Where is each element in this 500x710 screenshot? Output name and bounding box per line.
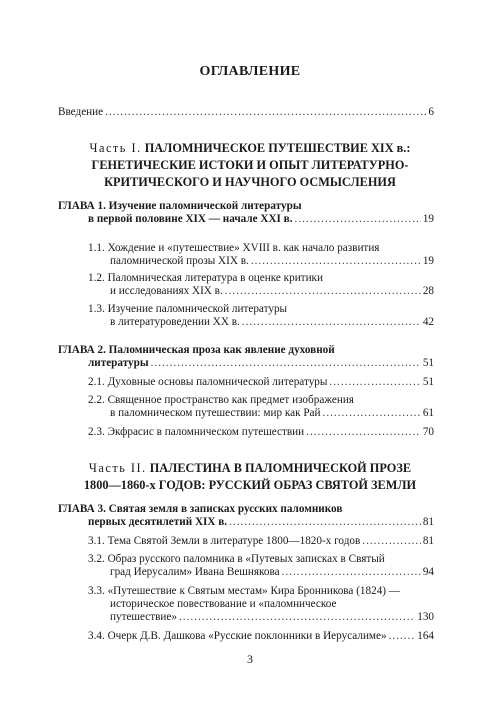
part-title-line: ПАЛОМНИЧЕСКОЕ ПУТЕШЕСТВИЕ XIX в.: [144, 141, 411, 155]
entry-page: 164 [417, 630, 434, 642]
leader-dots [306, 426, 421, 439]
entry-page: 94 [422, 566, 434, 578]
toc-section-1-3 [88, 303, 434, 329]
part-prefix: Часть I. [89, 141, 142, 155]
entry-page: 6 [428, 106, 434, 118]
entry-label: ГЛАВА 2. Паломническая проза как явление духовной [58, 344, 335, 356]
leader-dots [295, 213, 421, 226]
entry-page: 130 [417, 611, 434, 623]
entry-label: 3.1. Тема Святой Земли в литературе 1800—1820-х годов [88, 535, 361, 547]
leader-dots [179, 611, 415, 624]
part-title-line: 1800—1860-х ГОДОВ: РУССКИЙ ОБРАЗ СВЯТОЙ ЗЕМЛИ [83, 478, 417, 492]
leader-dots [251, 255, 421, 268]
toc-section-3-4 [88, 630, 434, 643]
toc-section-1-1 [88, 242, 434, 268]
leader-dots [389, 630, 416, 643]
entry-page: 51 [422, 357, 434, 369]
leader-dots [229, 516, 421, 529]
leader-dots [323, 407, 421, 420]
entry-page: 51 [422, 376, 434, 388]
entry-label: 1.1. Хождение и «путешествие» XVIII в. как начало развития [88, 242, 380, 254]
entry-label: 3.2. Образ русского паломника в «Путевых записках в Святый [88, 553, 385, 565]
toc-chapter-1 [58, 200, 434, 226]
leader-dots [242, 316, 421, 329]
entry-label-cont: первых десятилетий XIX в. [88, 516, 228, 528]
entry-label: 2.1. Духовные основы паломнической литературы [88, 376, 328, 388]
entry-label: 3.4. Очерк Д.В. Дашкова «Русские поклонники в Иерусалиме» [88, 630, 387, 642]
part-heading-2 [30, 460, 470, 494]
part-title-line: ГЕНЕТИЧЕСКИЕ ИСТОКИ И ОПЫТ ЛИТЕРАТУРНО- [91, 158, 409, 172]
entry-label-cont: литературы [88, 357, 149, 369]
entry-page: 61 [422, 407, 434, 419]
toc-entry-intro [58, 106, 434, 119]
toc-chapter-2 [58, 344, 434, 370]
entry-label: 2.2. Священное пространство как предмет изображения [88, 394, 354, 406]
entry-label-cont: паломнической прозы XIX в. [110, 255, 249, 267]
entry-page: 28 [422, 285, 434, 297]
toc-section-2-1 [88, 376, 434, 389]
leader-dots [225, 285, 421, 298]
toc-chapter-3 [58, 503, 434, 529]
part-prefix: Часть II. [88, 461, 147, 475]
entry-page: 70 [422, 426, 434, 438]
entry-label-cont: и исследованиях XIX в. [110, 285, 223, 297]
leader-dots [105, 106, 426, 119]
toc-section-3-2 [88, 553, 434, 579]
part-title-line: ПАЛЕСТИНА В ПАЛОМНИЧЕСКОЙ ПРОЗЕ [149, 461, 412, 475]
entry-page: 81 [422, 516, 434, 528]
toc-section-3-1 [88, 535, 434, 548]
entry-label: ГЛАВА 1. Изучение паломнической литературы [58, 200, 302, 212]
entry-page: 19 [422, 255, 434, 267]
entry-label-cont: в первой половине XIX — начале XXI в. [88, 213, 293, 225]
entry-label: 2.3. Экфрасис в паломническом путешествии [88, 426, 305, 438]
entry-label-cont: в паломническом путешествии: мир как Рай [110, 407, 321, 419]
part-heading-1 [30, 140, 470, 191]
toc-section-3-3 [88, 585, 434, 624]
entry-label: ГЛАВА 3. Святая земля в записках русских паломников [58, 503, 343, 515]
page-number: 3 [247, 652, 253, 666]
entry-label: 1.3. Изучение паломнической литературы [88, 303, 288, 315]
leader-dots [282, 566, 421, 579]
entry-page: 81 [422, 535, 434, 547]
entry-page: 42 [422, 316, 434, 328]
part-title-line: КРИТИЧЕСКОГО И НАУЧНОГО ОСМЫСЛЕНИЯ [104, 175, 396, 189]
toc-section-2-2 [88, 394, 434, 420]
entry-label: 1.2. Паломническая литература в оценке критики [88, 272, 323, 284]
toc-section-1-2 [88, 272, 434, 298]
toc-section-2-3 [88, 426, 434, 439]
leader-dots [151, 357, 421, 370]
entry-label-cont: историческое повествование и «паломническое [110, 598, 337, 610]
entry-label-cont: град Иерусалим» Ивана Вешнякова [110, 566, 280, 578]
leader-dots [362, 535, 421, 548]
page-title: ОГЛАВЛЕНИЕ [199, 64, 301, 79]
entry-label-cont: путешествие» [110, 611, 177, 623]
entry-label: 3.3. «Путешествие к Святым местам» Кира Бронникова (1824) — [88, 585, 400, 597]
entry-page: 19 [422, 213, 434, 225]
leader-dots [329, 376, 420, 389]
entry-label: Введение [58, 106, 104, 118]
entry-label-cont: в литературоведении XX в. [110, 316, 240, 328]
